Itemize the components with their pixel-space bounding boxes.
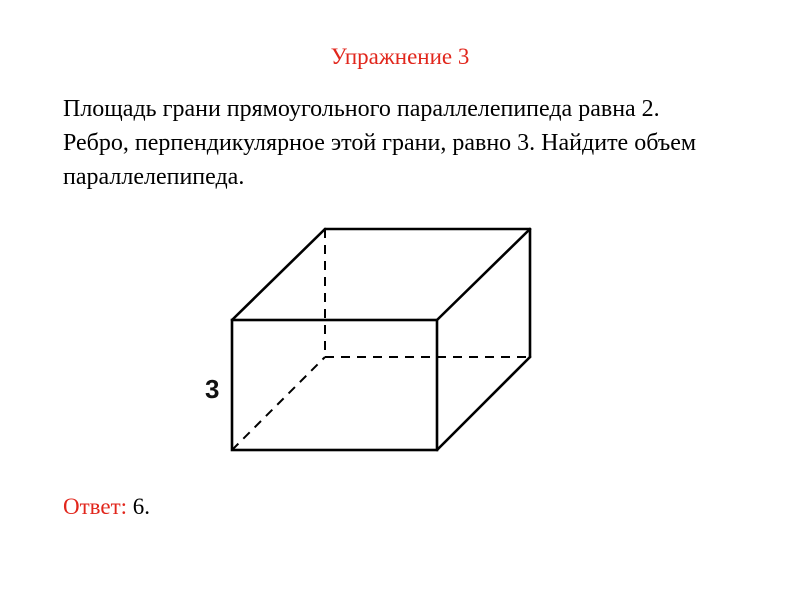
problem-line: Площадь грани прямоугольного параллелепипеда равна 2. xyxy=(63,96,660,122)
edge-top-left xyxy=(232,229,325,320)
answer-label: Ответ: xyxy=(63,494,128,519)
edge-length-label: 3 xyxy=(205,374,220,404)
answer-value: 6. xyxy=(132,494,151,519)
edge-bottom-right xyxy=(437,357,530,450)
problem-line: параллелепипеда. xyxy=(63,164,245,190)
hidden-edge-diagonal xyxy=(232,357,325,450)
problem-line: Ребро, перпендикулярное этой грани, равно 3. Найдите объем xyxy=(63,130,697,156)
answer xyxy=(63,494,150,520)
front-face xyxy=(232,320,437,450)
page-title: Упражнение 3 xyxy=(330,44,470,69)
edge-top-right xyxy=(437,229,530,320)
